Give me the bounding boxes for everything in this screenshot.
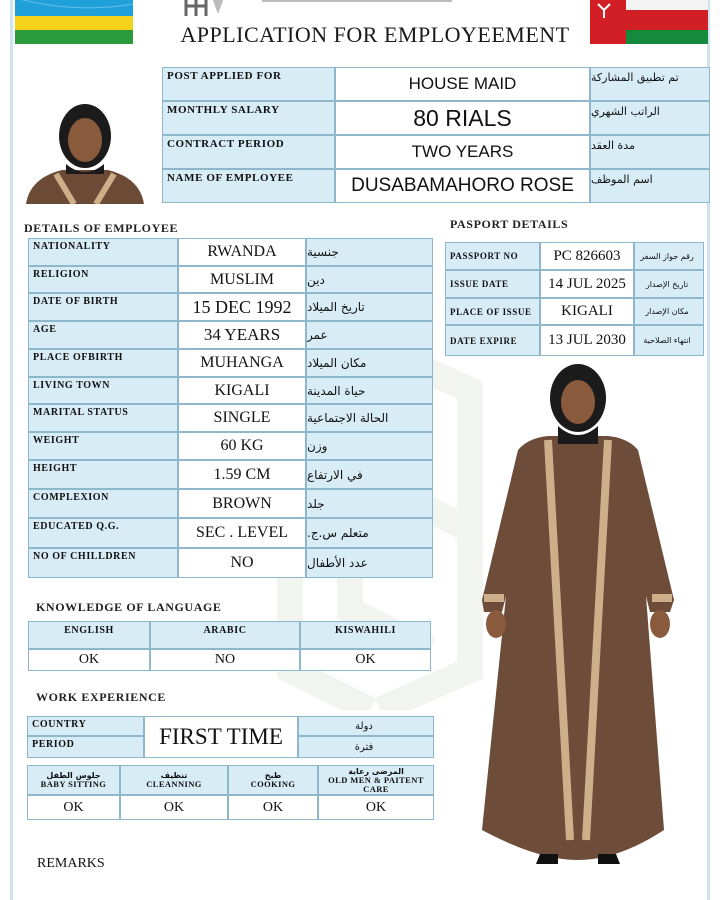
- language-section-title: KNOWLEDGE OF LANGUAGE: [36, 600, 222, 614]
- details-row-value: NO: [178, 548, 306, 578]
- details-row-value: MUSLIM: [178, 266, 306, 293]
- details-row-value: SEC . LEVEL: [178, 518, 306, 548]
- job-row-label: MONTHLY SALARY: [162, 101, 335, 135]
- details-row-label: NATIONALITY: [28, 238, 178, 266]
- passport-row-label: DATE EXPIRE: [445, 325, 540, 356]
- details-row-arabic: حياة المدينة: [306, 377, 433, 404]
- agency-logo-icon: [182, 0, 228, 18]
- details-row-label: WEIGHT: [28, 432, 178, 460]
- details-row-value: MUHANGA: [178, 349, 306, 377]
- details-row-arabic: جنسية: [306, 238, 433, 266]
- language-header: ENGLISH: [28, 621, 150, 649]
- skill-value: OK: [27, 795, 120, 820]
- skill-label: CLEANNING: [146, 779, 202, 789]
- details-row-value: 1.59 CM: [178, 460, 306, 489]
- passport-row-value: 14 JUL 2025: [540, 270, 634, 298]
- passport-row-value: 13 JUL 2030: [540, 325, 634, 356]
- job-row-arabic: تم تطبيق المشاركة: [590, 67, 710, 101]
- details-row-label: RELIGION: [28, 266, 178, 293]
- job-row-arabic: الراتب الشهري: [590, 101, 710, 135]
- details-row-label: EDUCATED Q.G.: [28, 518, 178, 548]
- skill-arabic-label: المرضى رعاية: [348, 766, 404, 776]
- skill-arabic-label: تنظيف: [160, 771, 188, 780]
- skill-header: [318, 765, 434, 795]
- details-row-label: AGE: [28, 321, 178, 349]
- passport-row-label: ISSUE DATE: [445, 270, 540, 298]
- skill-arabic-label: جلوس الطفل: [46, 771, 101, 780]
- employee-portrait-photo: [22, 96, 148, 204]
- details-row-value: RWANDA: [178, 238, 306, 266]
- details-row-arabic: تاريخ الميلاد: [306, 293, 433, 321]
- language-value: NO: [150, 649, 300, 671]
- passport-row-value: PC 826603: [540, 242, 634, 270]
- job-row-value: TWO YEARS: [335, 135, 590, 169]
- details-row-label: COMPLEXION: [28, 489, 178, 518]
- skill-label: BABY SITTING: [40, 779, 107, 789]
- details-row-arabic: عدد الأطفال: [306, 548, 433, 578]
- skill-value: OK: [318, 795, 434, 820]
- details-row-arabic: في الارتفاع: [306, 460, 433, 489]
- rwanda-flag-icon: [15, 0, 133, 44]
- language-header: ARABIC: [150, 621, 300, 649]
- work-experience-value: FIRST TIME: [144, 716, 298, 758]
- details-row-value: 15 DEC 1992: [178, 293, 306, 321]
- details-row-label: DATE OF BIRTH: [28, 293, 178, 321]
- details-row-arabic: مكان الميلاد: [306, 349, 433, 377]
- details-row-label: MARITAL STATUS: [28, 404, 178, 432]
- employee-full-photo: [478, 360, 678, 880]
- job-row-value: DUSABAMAHORO ROSE: [335, 169, 590, 203]
- details-section-title: DETAILS OF EMPLOYEE: [24, 221, 179, 235]
- passport-row-label: PASSPORT NO: [445, 242, 540, 270]
- passport-row-label: PLACE OF ISSUE: [445, 298, 540, 325]
- skill-header: [120, 765, 228, 795]
- details-row-arabic: وزن: [306, 432, 433, 460]
- details-row-arabic: جلد: [306, 489, 433, 518]
- work-period-label: PERIOD: [27, 736, 144, 758]
- details-row-value: KIGALI: [178, 377, 306, 404]
- passport-row-arabic: انتهاء الصلاحية: [634, 325, 704, 356]
- job-row-label: CONTRACT PERIOD: [162, 135, 335, 169]
- skill-label: COOKING: [250, 779, 296, 789]
- details-row-value: 34 YEARS: [178, 321, 306, 349]
- job-row-arabic: اسم الموظف: [590, 169, 710, 203]
- work-country-label: COUNTRY: [27, 716, 144, 736]
- skill-value: OK: [228, 795, 318, 820]
- details-row-arabic: متعلم س.ج.: [306, 518, 433, 548]
- passport-section-title: PASPORT DETAILS: [450, 217, 569, 231]
- skill-header: [27, 765, 120, 795]
- passport-row-value: KIGALI: [540, 298, 634, 325]
- details-row-label: LIVING TOWN: [28, 377, 178, 404]
- details-row-arabic: الحالة الاجتماعية: [306, 404, 433, 432]
- language-value: OK: [28, 649, 150, 671]
- language-header: KISWAHILI: [300, 621, 431, 649]
- remarks-label: REMARKS: [37, 856, 105, 871]
- details-row-value: SINGLE: [178, 404, 306, 432]
- job-row-value: 80 RIALS: [335, 101, 590, 135]
- passport-row-arabic: مكان الإصدار: [634, 298, 704, 325]
- page-title: APPLICATION FOR EMPLOYEEMENT: [180, 22, 570, 47]
- details-row-label: NO OF CHILLDREN: [28, 548, 178, 578]
- job-row-label: NAME OF EMPLOYEE: [162, 169, 335, 203]
- work-section-title: WORK EXPERIENCE: [36, 690, 167, 704]
- skill-header: [228, 765, 318, 795]
- language-value: OK: [300, 649, 431, 671]
- skill-arabic-label: طبخ: [264, 771, 282, 780]
- skill-label: OLD MEN & PAITENT CARE: [328, 774, 424, 794]
- passport-row-arabic: رقم جواز السفر: [634, 242, 704, 270]
- details-row-arabic: دين: [306, 266, 433, 293]
- work-country-arabic: دولة: [298, 716, 434, 736]
- work-period-arabic: فترة: [298, 736, 434, 758]
- header-divider: [262, 0, 452, 3]
- details-row-label: HEIGHT: [28, 460, 178, 489]
- job-row-label: POST APPLIED FOR: [162, 67, 335, 101]
- passport-row-arabic: تاريخ الإصدار: [634, 270, 704, 298]
- details-row-arabic: عمر: [306, 321, 433, 349]
- job-row-value: HOUSE MAID: [335, 67, 590, 101]
- details-row-value: BROWN: [178, 489, 306, 518]
- details-row-label: PLACE OFBIRTH: [28, 349, 178, 377]
- job-row-arabic: مدة العقد: [590, 135, 710, 169]
- skill-value: OK: [120, 795, 228, 820]
- details-row-value: 60 KG: [178, 432, 306, 460]
